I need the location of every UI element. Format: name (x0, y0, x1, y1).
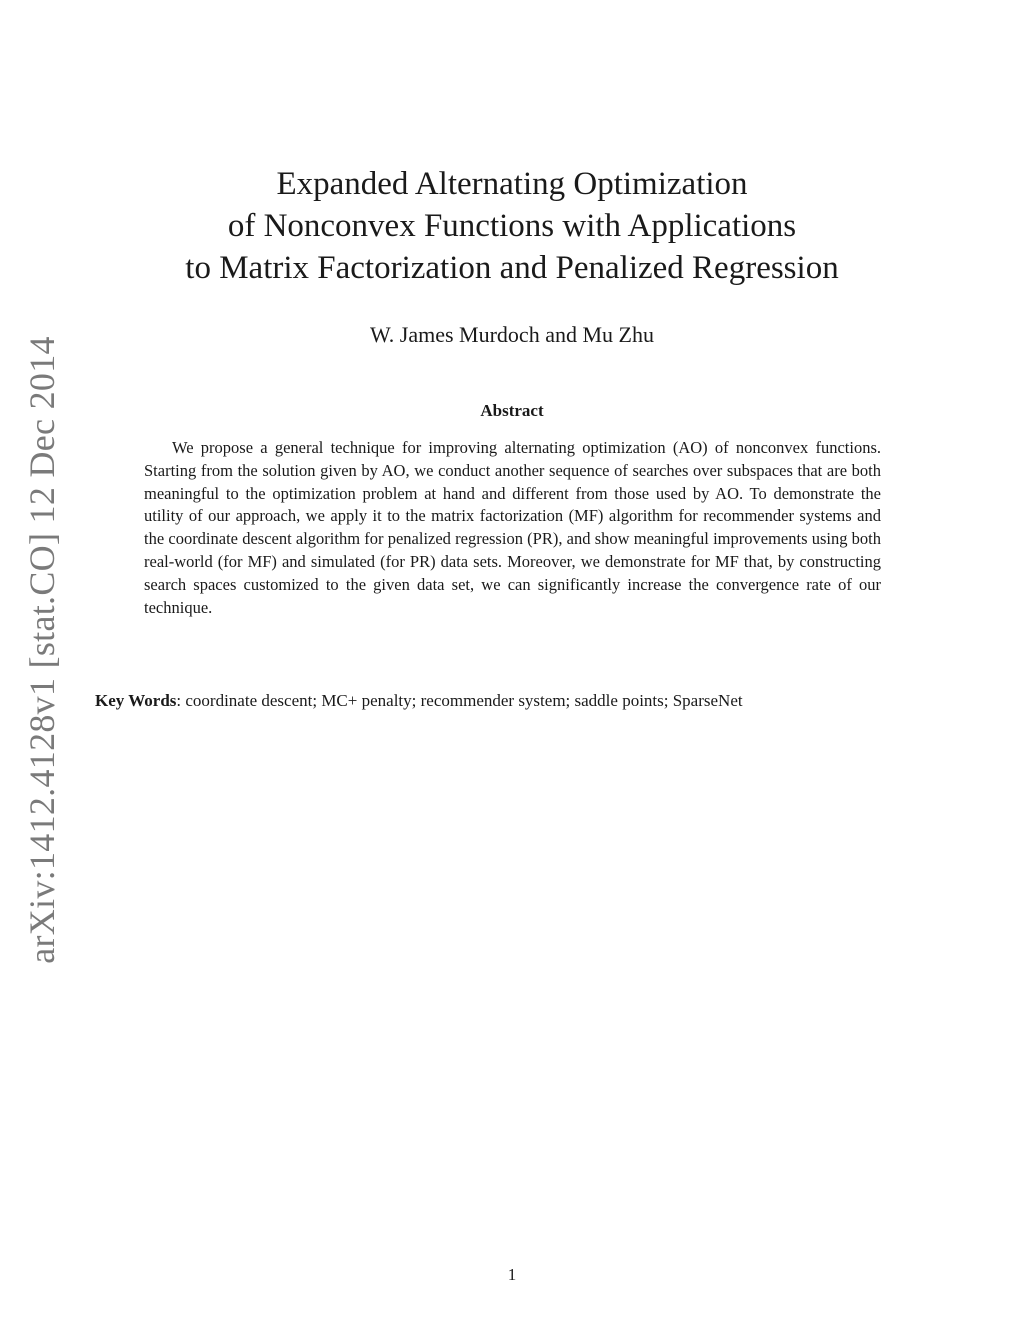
abstract-heading: Abstract (480, 401, 544, 420)
arxiv-identifier-stamp: arXiv:1412.4128v1 [stat.CO] 12 Dec 2014 (22, 336, 62, 964)
keywords-line (95, 690, 935, 712)
title-line-2: of Nonconvex Functions with Applications (227, 208, 797, 244)
title-line-3: to Matrix Factorization and Penalized Regression (185, 250, 839, 286)
page-number: 1 (507, 1265, 517, 1284)
keywords-label: Key Words (95, 691, 177, 710)
paper-title (0, 163, 1024, 289)
abstract-text: We propose a general technique for improving alternating optimization (AO) of nonconvex functions. Starting from the solution given by AO, we conduct another sequence of searches over subspaces that are both meaningful to the optimization problem at hand and different from those used by AO. To demonstrate the utility of our approach, we apply it to the matrix factorization (MF) algorithm for recommender systems and the coordinate descent algorithm for penalized regression (PR), and show meaningful improvements using both real-world (for MF) and simulated (for PR) data sets. Moreover, we demonstrate for MF that, by constructing search spaces customized to the given data set, we can significantly increase the convergence rate of our technique. (144, 438, 881, 617)
keywords-separator: : (176, 691, 182, 710)
keywords-text: coordinate descent; MC+ penalty; recommender system; saddle points; SparseNet (181, 691, 743, 710)
author-list: W. James Murdoch and Mu Zhu (370, 322, 654, 347)
title-line-1: Expanded Alternating Optimization (276, 166, 748, 202)
